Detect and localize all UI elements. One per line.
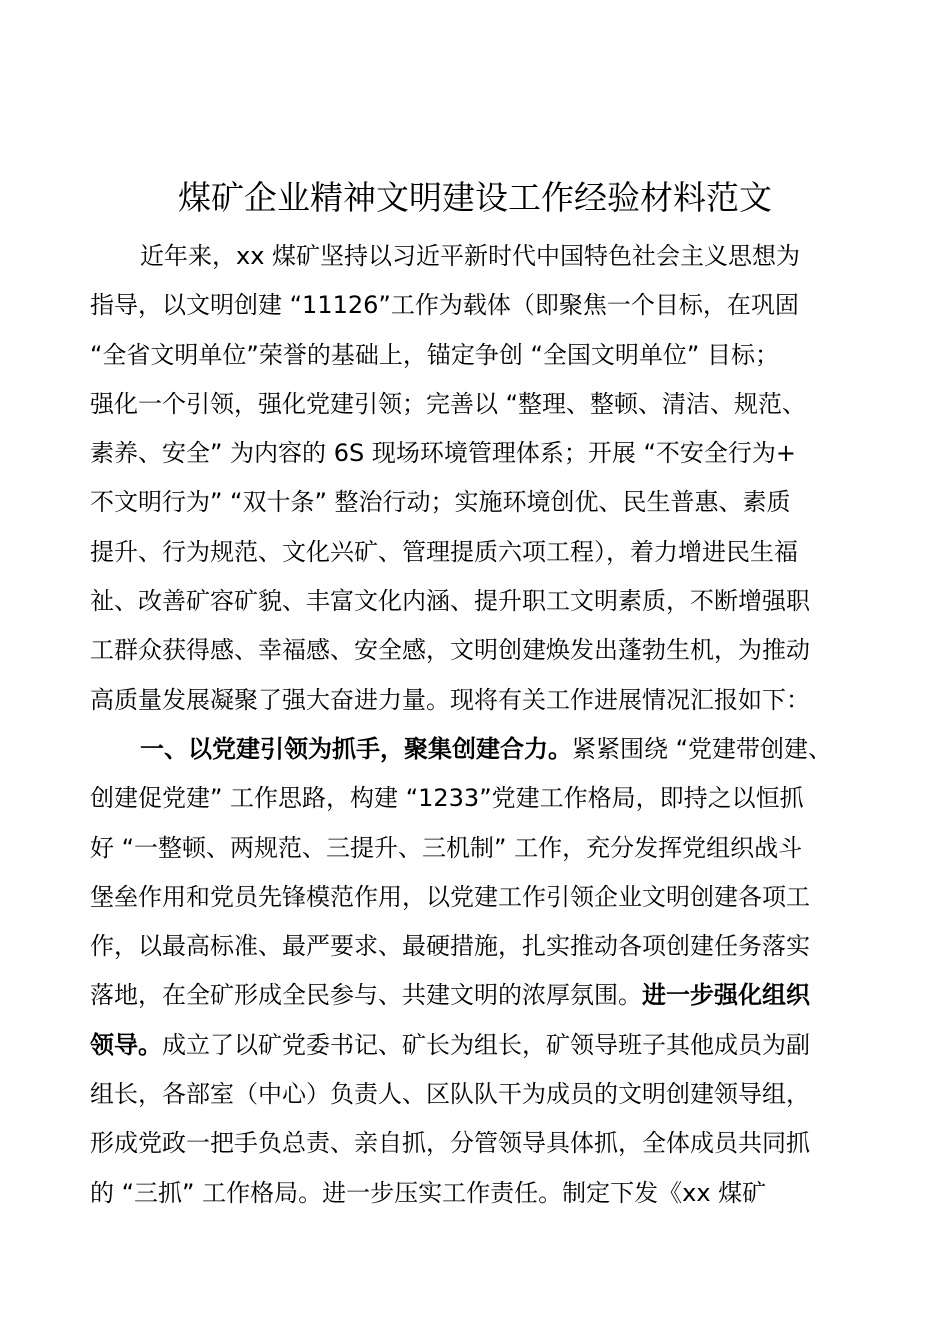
paragraph-line: 不文明行为” “双十条” 整治行动；实施环境创优、民生普惠、素质 — [90, 488, 791, 517]
paragraph-line: 指导，以文明创建 “11126”工作为载体（即聚焦一个目标，在巩固 — [90, 291, 799, 320]
paragraph-line: 高质量发展凝聚了强大奋进力量。现将有关工作进展情况汇报如下： — [90, 685, 810, 714]
section-heading: 一、以党建引领为抓手，聚集创建合力。 — [140, 734, 572, 763]
paragraph-line: 工群众获得感、幸福感、安全感，文明创建焕发出蓬勃生机，为推动 — [90, 636, 810, 665]
paragraph-line: 祉、改善矿容矿貌、丰富文化内涵、提升职工文明素质，不断增强职 — [90, 587, 810, 616]
subheading: 领导。 — [90, 1030, 162, 1059]
paragraph-line: 作，以最高标准、最严要求、最硬措施，扎实推动各项创建任务落实 — [90, 932, 810, 961]
paragraph-line: 组长，各部室（中心）负责人、区队队干为成员的文明创建领导组， — [90, 1080, 810, 1109]
document-title: 煤矿企业精神文明建设工作经验材料范文 — [178, 178, 772, 217]
paragraph-text: 落地，在全矿形成全民参与、共建文明的浓厚氛围。 — [90, 981, 642, 1010]
paragraph-text: 紧紧围绕 “党建带创建、 — [572, 734, 833, 763]
paragraph-line: 强化一个引领，强化党建引领；完善以 “整理、整顿、清洁、规范、 — [90, 389, 807, 418]
paragraph-line: 提升、行为规范、文化兴矿、管理提质六项工程），着力增进民生福 — [90, 537, 798, 566]
paragraph-line — [90, 1021, 890, 1070]
paragraph-line: 的 “三抓” 工作格局。进一步压实工作责任。制定下发《xx 煤矿 — [90, 1178, 767, 1207]
paragraph-line — [90, 971, 890, 1020]
paragraph-line: 近年来，xx 煤矿坚持以习近平新时代中国特色社会主义思想为 — [140, 242, 801, 270]
paragraph-line: 创建促党建” 工作思路，构建 “1233”党建工作格局，即持之以恒抓 — [90, 784, 804, 813]
paragraph-line: 堡垒作用和党员先锋模范作用，以党建工作引领企业文明创建各项工 — [90, 882, 810, 911]
subheading: 进一步强化组织 — [642, 981, 810, 1010]
paragraph-line: 形成党政一把手负总责、亲自抓，分管领导具体抓，全体成员共同抓 — [90, 1129, 810, 1158]
document-body — [90, 232, 890, 1218]
paragraph-line: 素养、安全” 为内容的 6S 现场环境管理体系；开展 “不安全行为+ — [90, 439, 796, 468]
paragraph-line: “全省文明单位”荣誉的基础上，锚定争创 “全国文明单位” 目标； — [90, 340, 779, 369]
paragraph-text: 成立了以矿党委书记、矿长为组长，矿领导班子其他成员为副 — [162, 1030, 810, 1059]
paragraph-line: 好 “一整顿、两规范、三提升、三机制” 工作，充分发挥党组织战斗 — [90, 833, 803, 862]
paragraph-line — [90, 725, 890, 774]
